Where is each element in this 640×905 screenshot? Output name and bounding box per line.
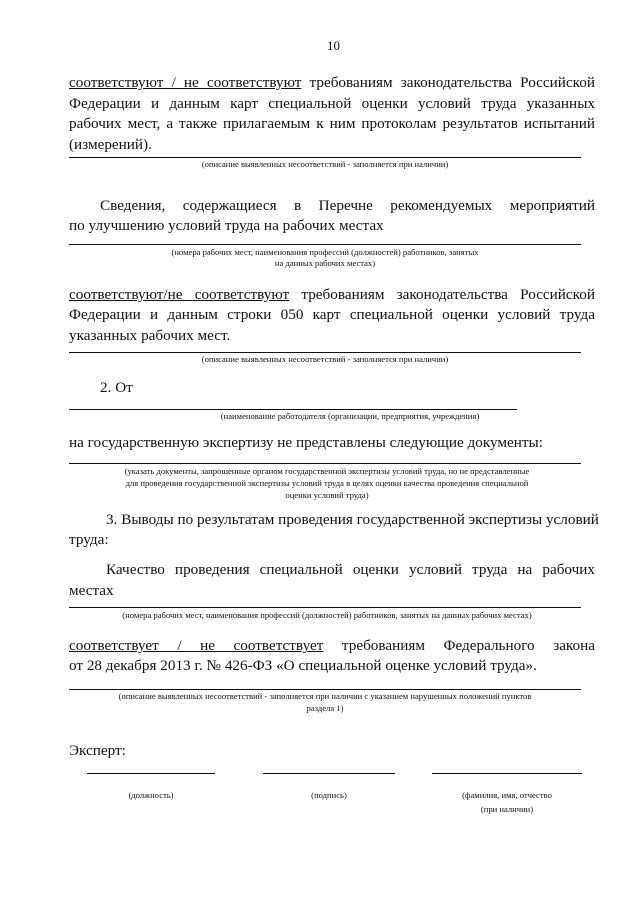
section2-heading: 2. От [100,379,133,396]
fill-line [69,409,517,410]
section2-caption1: (указать документы, запрошенные органом государственной экспертизы условий труда, но не представленные [124,466,530,476]
name-caption2: (при наличии) [480,804,534,814]
name-caption1: (фамилия, имя, отчество [462,790,552,800]
fill-line [69,244,581,245]
fill-line [69,463,581,464]
block3-line1-rest: требованиям законодательства Российской [301,286,595,303]
compliance-underlined: соответствует / не соответствует [69,637,324,654]
block3-line2: Федерации и данным строки 050 карт специальной оценки условий труда [69,306,595,323]
law-line: от 28 декабря 2013 г. № 426-ФЗ «О специальной оценке условий труда». [69,657,537,674]
sign-caption: (подпись) [311,790,347,800]
block1-caption: (описание выявленных несоответствий - заполняется при наличии) [201,159,449,169]
position-caption: (должность) [128,790,174,800]
quality-line2: местах [69,582,114,599]
section2-caption: (наименование работодателя (организации, предприятия, учреждения) [220,411,480,421]
block3-line3: указанных рабочих мест. [69,327,231,344]
block1-line1-rest: требованиям законодательства Российской [309,74,595,91]
compliance-line [69,636,595,657]
compliance-rest: требованиям Федерального закона [341,637,595,654]
fill-line [69,352,581,353]
position-line [87,773,215,774]
block3-line1 [69,285,595,306]
section3-line2: труда: [69,531,109,548]
section3-caption: (номера рабочих мест, наименования профессий (должностей) работников, занятых на данных рабочих местах) [122,610,532,620]
section2-caption2: для проведения государственной экспертизы условий труда в целях оценки качества проведения специальной [125,478,529,488]
quality-line1: Качество проведения специальной оценки условий труда на рабочих [106,561,595,578]
fill-line [69,689,581,690]
block1-underlined: соответствуют / не соответствуют [69,74,302,91]
name-line [432,773,582,774]
section2-line: на государственную экспертизу не представлены следующие документы: [69,434,543,451]
section3-caption2: раздела 1) [306,703,344,713]
block2-line2: по улучшению условий труда на рабочих местах [69,217,384,234]
fill-line [69,157,581,158]
fill-line [69,607,581,608]
page-number: 10 [327,38,340,53]
block1-line1 [69,73,595,94]
block2-line1: Сведения, содержащиеся в Перечне рекомендуемых мероприятий [100,197,595,214]
block3-caption: (описание выявленных несоответствий - заполняется при наличии) [201,354,449,364]
section2-caption3: оценки условий труда) [285,490,369,500]
block3-underlined: соответствуют/не соответствуют [69,286,290,303]
block1-line2: Федерации и данным карт специальной оценки условий труда указанных [69,95,595,112]
expert-label: Эксперт: [69,742,126,759]
block1-line3: рабочих мест, а также прилагаемым к ним протоколам результатов испытаний [69,115,595,132]
section3-line1: 3. Выводы по результатам проведения государственной экспертизы условий [106,511,599,528]
block1-line4: (измерений). [69,136,152,153]
block2-caption2: на данных рабочих местах) [274,258,376,268]
block2-caption1: (номера рабочих мест, наименования профессий (должностей) работников, занятых [171,247,479,257]
section3-caption1: (описание выявленных несоответствий - заполняется при наличии с указанием нарушенных положений пунктов [118,691,532,701]
sign-line [263,773,395,774]
